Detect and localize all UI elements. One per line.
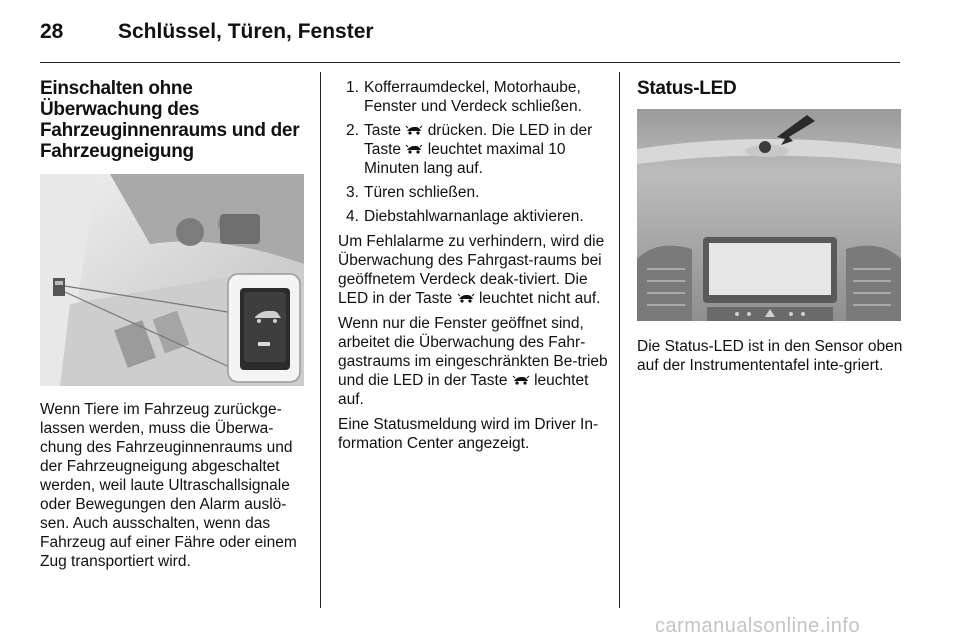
column-middle (338, 78, 608, 459)
car-alarm-icon (512, 374, 530, 386)
section-body-text: Die Status-LED ist in den Sensor oben auf der Instrumententafel inte-griert. (637, 338, 903, 374)
list-item: 3. Türen schließen. (346, 184, 480, 201)
list-item: 2. Taste drücken. Die LED in der Taste leuchtet maximal 10 Minuten lang auf. (346, 122, 593, 177)
dashboard-button-figure (40, 174, 304, 386)
car-alarm-icon (405, 143, 423, 155)
dashboard-button-illustration (40, 174, 304, 386)
car-alarm-icon (405, 124, 423, 136)
status-led (258, 342, 270, 346)
column-divider-left (320, 72, 321, 608)
instrument-panel-figure (637, 109, 901, 321)
column-right (637, 78, 907, 381)
instruction-list (338, 78, 608, 226)
watermark: carmanualsonline.info (655, 615, 861, 637)
car-alarm-icon (457, 292, 475, 304)
paragraph-convertible-top: Um Fehlalarme zu verhindern, wird die Überwachung des Fahrgast-raums bei geöffnetem Verdeck deak-tiviert. Die LED in der Taste leuchtet nicht auf. (338, 233, 605, 307)
paragraph-status-message: Eine Statusmeldung wird im Driver In-formation Center angezeigt. (338, 416, 599, 452)
list-item: 4. Diebstahlwarnanlage aktivieren. (346, 208, 584, 225)
section-heading-no-interior-monitoring: Einschalten ohne Überwachung des Fahrzeuginnenraums und der Fahrzeugneigung (40, 78, 300, 162)
instrument-panel-illustration (637, 109, 901, 321)
list-item: 1. Kofferraumdeckel, Motorhaube, Fenster und Verdeck schließen. (346, 79, 582, 115)
header-divider (40, 62, 900, 63)
page-header (40, 20, 920, 60)
section-heading-status-led: Status-LED (637, 78, 737, 99)
section-body-text: Wenn Tiere im Fahrzeug zurückge-lassen werden, muss die Überwa-chung des Fahrzeuginnenraums und der Fahrzeugneigung abgeschaltet werden, weil laute Ultraschallsignale oder Bewegungen den Alarm auslö-sen. Auch ausschalten, wenn das Fahrzeug auf einer Fähre oder einem Zug transportiert wird. (40, 401, 297, 570)
column-divider-right (619, 72, 620, 608)
paragraph-windows-open: Wenn nur die Fenster geöffnet sind, arbeitet die Überwachung des Fahr-gastraums im eingeschränkten Be-trieb und die LED in der Taste leuchtet auf. (338, 315, 608, 408)
page-title: Schlüssel, Türen, Fenster (118, 20, 374, 43)
column-left (40, 78, 306, 577)
page-number: 28 (40, 20, 64, 43)
